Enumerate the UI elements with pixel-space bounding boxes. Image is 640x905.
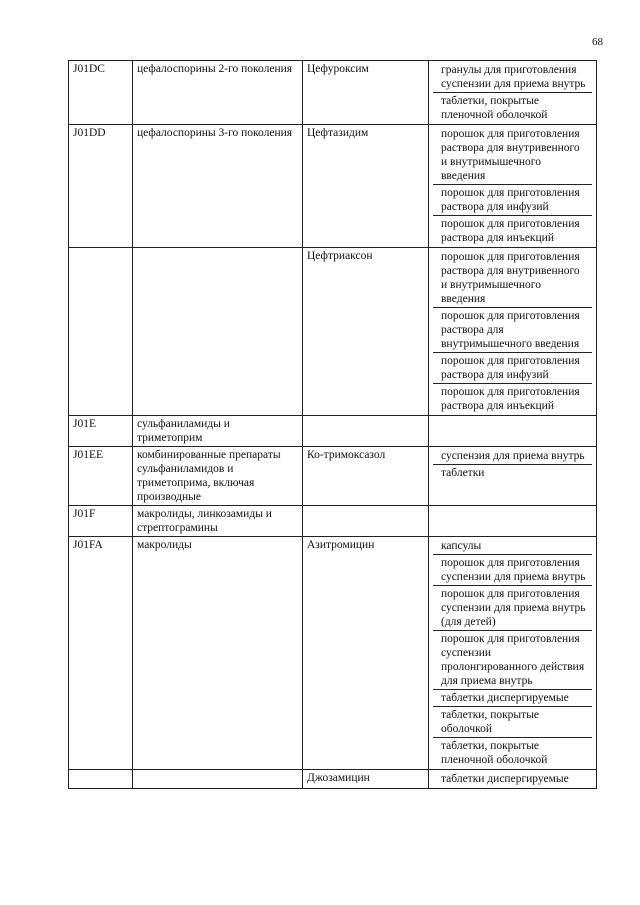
dosage-form: суспензия для приема внутрь bbox=[433, 448, 592, 465]
table-row bbox=[69, 770, 597, 789]
page-number: 68 bbox=[592, 36, 603, 48]
drug-name-cell: Цефуроксим bbox=[303, 61, 429, 125]
group-name-cell: комбинированные препараты сульфаниламидов и триметоприма, включая производные bbox=[133, 447, 303, 506]
group-name-cell: макролиды, линкозамиды и стрептограмины bbox=[133, 506, 303, 537]
drug-name-cell: Джозамицин bbox=[303, 770, 429, 789]
dosage-form: таблетки bbox=[441, 467, 485, 479]
drug-name-cell bbox=[303, 416, 429, 447]
dosage-form: порошок для приготовления раствора для инъекций bbox=[441, 386, 580, 412]
group-name-cell: цефалоспорины 2-го поколения bbox=[133, 61, 303, 125]
dosage-form: таблетки, покрытые пленочной оболочкой bbox=[441, 740, 548, 766]
atc-code-cell: J01EE bbox=[69, 447, 133, 506]
table-row bbox=[69, 125, 597, 248]
drug-name-cell: Цефтазидим bbox=[303, 125, 429, 248]
dosage-form: порошок для приготовления раствора для внутривенного и внутримышечного введения bbox=[433, 126, 592, 185]
dosage-form: порошок для приготовления раствора для инфузий bbox=[433, 185, 592, 216]
dosage-form: порошок для приготовления суспензии для приема внутрь (для детей) bbox=[433, 586, 592, 631]
atc-code-cell: J01DD bbox=[69, 125, 133, 248]
dosage-forms-cell bbox=[429, 537, 597, 770]
dosage-forms-cell bbox=[429, 506, 597, 537]
dosage-form: порошок для приготовления суспензии пролонгированного действия для приема внутрь bbox=[433, 631, 592, 690]
dosage-forms-cell bbox=[429, 61, 597, 125]
dosage-forms-cell bbox=[429, 447, 597, 506]
dosage-form: таблетки, покрытые оболочкой bbox=[433, 707, 592, 738]
table-row bbox=[69, 248, 597, 416]
dosage-form: капсулы bbox=[433, 538, 592, 555]
drug-name-cell: Азитромицин bbox=[303, 537, 429, 770]
table-row bbox=[69, 537, 597, 770]
group-name-cell: макролиды bbox=[133, 537, 303, 770]
dosage-form: таблетки диспергируемые bbox=[433, 690, 592, 707]
atc-code-cell: J01F bbox=[69, 506, 133, 537]
table-row bbox=[69, 447, 597, 506]
dosage-form: порошок для приготовления раствора для инъекций bbox=[441, 218, 580, 244]
dosage-form: порошок для приготовления раствора для внутривенного и внутримышечного введения bbox=[433, 249, 592, 308]
dosage-forms-cell bbox=[429, 416, 597, 447]
dosage-form: гранулы для приготовления суспензии для приема внутрь bbox=[433, 62, 592, 93]
dosage-form: порошок для приготовления раствора для инфузий bbox=[433, 353, 592, 384]
group-name-cell bbox=[133, 770, 303, 789]
drug-name-cell bbox=[303, 506, 429, 537]
table-row bbox=[69, 61, 597, 125]
dosage-form: таблетки, покрытые пленочной оболочкой bbox=[441, 95, 548, 121]
atc-code-cell: J01E bbox=[69, 416, 133, 447]
dosage-form: порошок для приготовления суспензии для приема внутрь bbox=[433, 555, 592, 586]
dosage-form: таблетки диспергируемые bbox=[441, 773, 569, 785]
dosage-form: порошок для приготовления раствора для внутримышечного введения bbox=[433, 308, 592, 353]
atc-code-cell: J01FA bbox=[69, 537, 133, 770]
table-row bbox=[69, 416, 597, 447]
drug-name-cell: Ко-тримоксазол bbox=[303, 447, 429, 506]
table-row bbox=[69, 506, 597, 537]
group-name-cell bbox=[133, 248, 303, 416]
dosage-forms-cell bbox=[429, 125, 597, 248]
group-name-cell: сульфаниламиды и триметоприм bbox=[133, 416, 303, 447]
dosage-form bbox=[433, 417, 592, 419]
drug-name-cell: Цефтриаксон bbox=[303, 248, 429, 416]
atc-code-cell bbox=[69, 770, 133, 789]
atc-code-cell bbox=[69, 248, 133, 416]
dosage-forms-cell bbox=[429, 770, 597, 789]
drug-table bbox=[68, 60, 597, 789]
dosage-form bbox=[433, 507, 592, 509]
group-name-cell: цефалоспорины 3-го поколения bbox=[133, 125, 303, 248]
atc-code-cell: J01DC bbox=[69, 61, 133, 125]
dosage-forms-cell bbox=[429, 248, 597, 416]
